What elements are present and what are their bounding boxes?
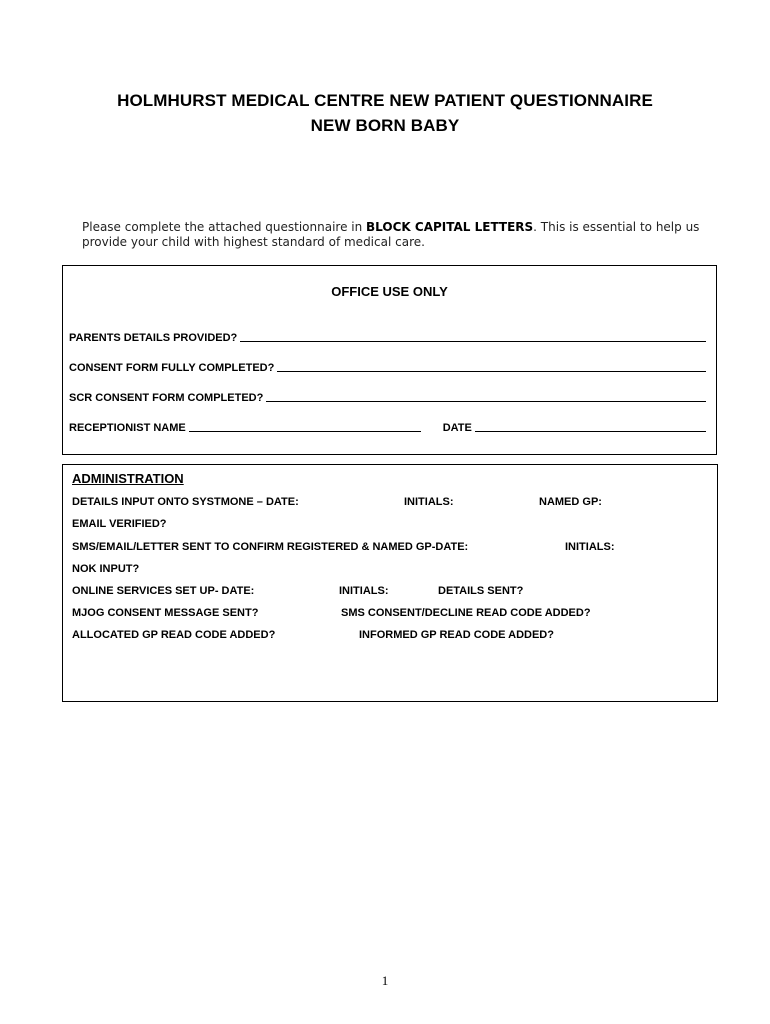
informed-gp-label: INFORMED GP READ CODE ADDED?	[359, 629, 554, 641]
date-field[interactable]	[475, 431, 706, 432]
consent-form-label: CONSENT FORM FULLY COMPLETED?	[69, 362, 275, 374]
document-subtitle: NEW BORN BABY	[310, 116, 460, 135]
administration-box	[62, 464, 718, 702]
intro-text-part-1: Please complete the attached questionnaire in	[82, 220, 367, 234]
sms-email-letter-label: SMS/EMAIL/LETTER SENT TO CONFIRM REGISTERED & NAMED GP-DATE:	[72, 541, 469, 553]
office-use-heading: OFFICE USE ONLY	[331, 284, 448, 299]
initials-label-1: INITIALS:	[404, 496, 454, 508]
parents-details-label: PARENTS DETAILS PROVIDED?	[69, 332, 238, 344]
receptionist-name-field[interactable]	[189, 431, 421, 432]
mjog-consent-label: MJOG CONSENT MESSAGE SENT?	[72, 607, 259, 619]
office-use-box	[62, 265, 717, 455]
allocated-gp-label: ALLOCATED GP READ CODE ADDED?	[72, 629, 276, 641]
administration-heading: ADMINISTRATION	[72, 471, 184, 486]
parents-details-field[interactable]	[240, 341, 706, 342]
date-label: DATE	[442, 422, 472, 434]
online-services-label: ONLINE SERVICES SET UP- DATE:	[72, 585, 255, 597]
intro-text-part-2: . This is essential to help us	[533, 220, 700, 234]
email-verified-label: EMAIL VERIFIED?	[72, 518, 167, 530]
nok-input-label: NOK INPUT?	[72, 563, 140, 575]
named-gp-label: NAMED GP:	[539, 496, 602, 508]
consent-form-field[interactable]	[277, 371, 706, 372]
intro-text-line-2: provide your child with highest standard of medical care.	[82, 235, 425, 249]
scr-consent-label: SCR CONSENT FORM COMPLETED?	[69, 392, 264, 404]
scr-consent-field[interactable]	[266, 401, 706, 402]
details-sent-label: DETAILS SENT?	[438, 585, 524, 597]
intro-emphasis: BLOCK CAPITAL LETTERS	[366, 220, 534, 234]
initials-label-2: INITIALS:	[565, 541, 615, 553]
parents-details-row	[69, 328, 706, 344]
sms-consent-decline-label: SMS CONSENT/DECLINE READ CODE ADDED?	[341, 607, 591, 619]
details-input-label: DETAILS INPUT ONTO SYSTMONE – DATE:	[72, 496, 299, 508]
receptionist-name-label: RECEPTIONIST NAME	[69, 422, 186, 434]
document-title: HOLMHURST MEDICAL CENTRE NEW PATIENT QUESTIONNAIRE	[117, 91, 653, 110]
receptionist-row	[69, 418, 706, 434]
page-number: 1	[381, 973, 389, 988]
initials-label-3: INITIALS:	[339, 585, 389, 597]
consent-form-row	[69, 358, 706, 374]
intro-text	[82, 220, 702, 235]
scr-consent-row	[69, 388, 706, 404]
